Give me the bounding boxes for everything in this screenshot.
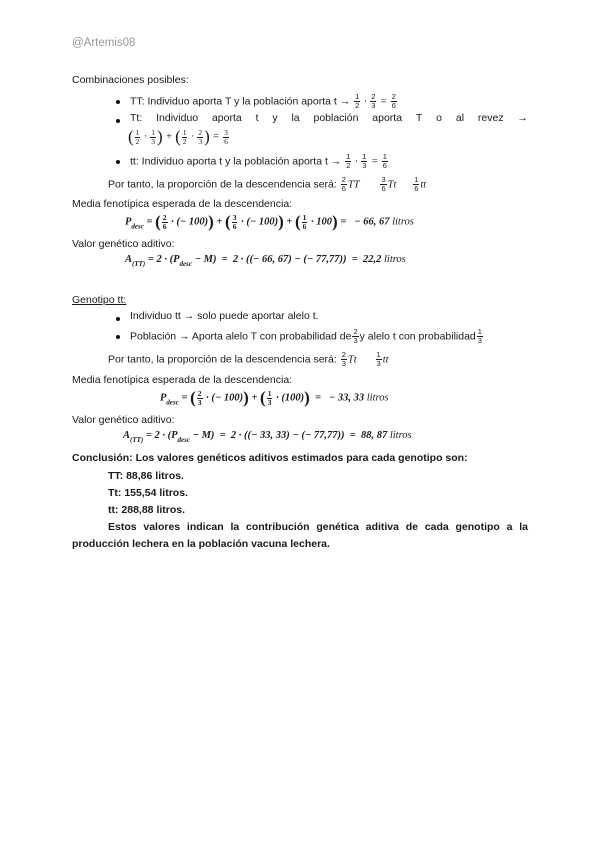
bullet	[116, 100, 120, 104]
conclusion-para-line1: Estos valores indican la contribución genética aditiva de cada genotipo a la	[108, 521, 528, 533]
fraction: $\frac{2}{3}$	[198, 127, 203, 146]
fraction: $\frac{1}{2}$	[135, 127, 140, 146]
media-formula: $P_{desc}$ = ( $\frac{2}{6}$ · (− 100)) + ( $\frac{3}{6}$ · (− 100)) + ( $\frac{1}{6}$ · 100) = − 66, 67 litros	[125, 212, 414, 231]
fraction: $\frac{1}{2}$	[346, 152, 351, 170]
proportion-line-2: Por tanto, la proporción de la descendencia será: $\frac{2}{3}$ Tt $\frac{1}{3}$ tt	[108, 350, 389, 368]
media-label-2: Media fenotípica esperada de la descendencia:	[72, 374, 293, 386]
genotype: TT	[347, 179, 360, 191]
watermark: @Artemis08	[72, 37, 136, 49]
word: Individuo	[156, 112, 199, 124]
fraction: $\frac{2}{3}$	[371, 92, 376, 110]
fraction: $\frac{1}{2}$	[182, 127, 187, 146]
bullet	[116, 160, 120, 164]
word: aporta	[372, 112, 403, 124]
fraction: $\frac{1}{3}$	[151, 127, 156, 146]
conclusion-Tt: Tt: 155,54 litros.	[108, 487, 188, 499]
valor-label: Valor genético aditivo:	[72, 238, 175, 250]
conclusion-title: Conclusión: Los valores genéticos aditivos estimados para cada genotipo son:	[72, 452, 468, 464]
bullet	[116, 317, 120, 321]
word: la	[291, 112, 300, 124]
word: población	[313, 112, 359, 124]
combo-tt: tt: Individuo aporta t y la población aporta t → $\frac{1}{2}$ · $\frac{1}{3}$ = $\frac{1}{6}$	[130, 152, 387, 170]
fraction: $\frac{3}{6}$	[224, 127, 228, 146]
fraction: $\frac{2}{6}$	[341, 175, 346, 193]
conclusion-tt: tt: 288,88 litros.	[108, 504, 186, 516]
word: y	[272, 112, 278, 124]
word: →	[517, 112, 528, 124]
genotype: Tt	[387, 179, 397, 191]
conclusion-TT: TT: 88,86 litros.	[108, 470, 184, 482]
valor-formula-2: $A_{(TT)} = 2 \cdot (P_{desc} - M) = 2$ · ((− 33, 33) − (− 77,77)) = 88, 87 litros	[123, 430, 412, 444]
combo-TT-text: TT: Individuo aporta T y la población aporta t →	[130, 95, 351, 108]
word: al	[455, 112, 465, 124]
genotype-bullet-2: Población → Aporta alelo T con probabilidad de $\frac{2}{3}$ y alelo t con probabilidad $\frac{1}{3}$	[130, 327, 482, 345]
word: revez	[477, 112, 504, 124]
valor-label-2: Valor genético aditivo:	[72, 414, 175, 426]
word: o	[436, 112, 443, 124]
fraction: $\frac{1}{3}$	[362, 152, 367, 170]
fraction: $\frac{1}{6}$	[382, 152, 387, 170]
conclusion-para-line2: producción lechera en la población vacuna lechera.	[72, 538, 330, 550]
fraction: $\frac{2}{6}$	[391, 92, 396, 110]
media-formula-2: $P_{desc}$ = ( $\frac{2}{3}$ · (− 100)) + ( $\frac{1}{3}$ · (100)) = − 33, 33 litros	[160, 388, 389, 407]
proportion-line	[108, 176, 426, 193]
genotype: tt	[420, 179, 427, 191]
combo-tt-text: tt: Individuo aporta t y la población aporta t →	[130, 155, 342, 168]
word: Tt:	[130, 112, 143, 124]
word: t	[255, 112, 259, 124]
bullet	[116, 335, 120, 339]
bullet	[116, 119, 120, 123]
combo-Tt-formula: ( $\frac{1}{2}$ · $\frac{1}{3}$ ) + ( $\frac{1}{2}$ · $\frac{2}{3}$ ) = $\frac{3}{6}$	[128, 127, 228, 146]
combo-Tt-line1	[130, 112, 528, 124]
proportion-text: Por tanto, la proporción de la descendencia será:	[108, 178, 337, 191]
valor-formula: $A_{(TT)} = 2 \cdot (P_{desc} - M) = 2$ · ((− 66, 67) − (− 77,77)) = 22,2 litros	[125, 254, 406, 268]
word: aporta	[211, 112, 242, 124]
word: T	[415, 112, 423, 124]
genotype-title: Genotipo tt:	[72, 294, 127, 306]
fraction: $\frac{1}{2}$	[355, 92, 360, 110]
fraction: $\frac{3}{6}$	[381, 175, 386, 193]
section-title: Combinaciones posibles:	[72, 74, 189, 86]
combo-TT: TT: Individuo aporta T y la población aporta t → $\frac{1}{2}$ · $\frac{2}{3}$ = $\frac{2}{6}$	[130, 92, 396, 110]
fraction: $\frac{1}{6}$	[414, 175, 419, 193]
media-label: Media fenotípica esperada de la descendencia:	[72, 198, 293, 210]
genotype-bullet-1: Individuo tt → solo puede aportar alelo t.	[130, 310, 319, 322]
